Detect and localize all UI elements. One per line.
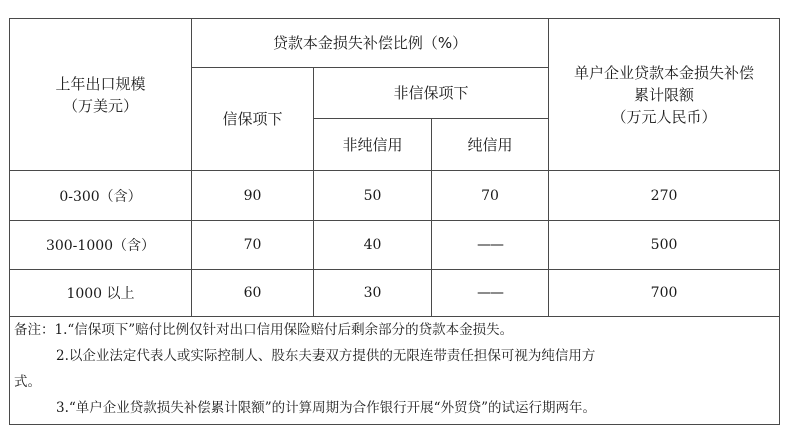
- compensation-table: [9, 18, 780, 425]
- cell-limit: 270: [549, 171, 780, 221]
- cell-under: 60: [192, 270, 314, 317]
- header-under-insurance: 信保项下: [192, 68, 314, 171]
- cell-scale: 1000 以上: [10, 270, 192, 317]
- table-row: [10, 171, 780, 221]
- cell-scale: 0-300（含）: [10, 171, 192, 221]
- cell-under: 90: [192, 171, 314, 221]
- header-scale: [10, 19, 192, 171]
- header-ratio: 贷款本金损失补偿比例（%）: [192, 19, 549, 68]
- cell-under: 70: [192, 221, 314, 270]
- note-line-2-cont: 式。: [14, 374, 41, 390]
- header-non-insurance: 非信保项下: [314, 68, 549, 119]
- header-limit-line1: 单户企业贷款本金损失补偿: [574, 63, 755, 82]
- table-row: [10, 221, 780, 270]
- notes-cell: [10, 317, 780, 425]
- header-limit-unit: （万元人民币）: [611, 107, 717, 126]
- cell-limit: 500: [549, 221, 780, 270]
- header-limit-line2: 累计限额: [634, 85, 695, 104]
- cell-pure: ——: [432, 221, 549, 270]
- header-scale-label: 上年出口规模: [55, 74, 146, 93]
- cell-non-pure: 30: [314, 270, 432, 317]
- header-scale-unit: （万美元）: [62, 96, 138, 115]
- cell-pure: 70: [432, 171, 549, 221]
- header-pure-credit: 纯信用: [432, 119, 549, 171]
- cell-non-pure: 40: [314, 221, 432, 270]
- cell-pure: ——: [432, 270, 549, 317]
- note-line-3: 3.“单户企业贷款损失补偿累计限额”的计算周期为合作银行开展“外贸贷”的试运行期两年。: [56, 400, 596, 416]
- note-line-2: 2.以企业法定代表人或实际控制人、股东夫妻双方提供的无限连带责任担保可视为纯信用方: [56, 348, 596, 364]
- table-row: [10, 270, 780, 317]
- note-line-1: 备注：1.“信保项下”赔付比例仅针对出口信用保险赔付后剩余部分的贷款本金损失。: [14, 322, 514, 338]
- header-limit: [549, 19, 780, 171]
- cell-limit: 700: [549, 270, 780, 317]
- cell-scale: 300-1000（含）: [10, 221, 192, 270]
- header-non-pure-credit: 非纯信用: [314, 119, 432, 171]
- cell-non-pure: 50: [314, 171, 432, 221]
